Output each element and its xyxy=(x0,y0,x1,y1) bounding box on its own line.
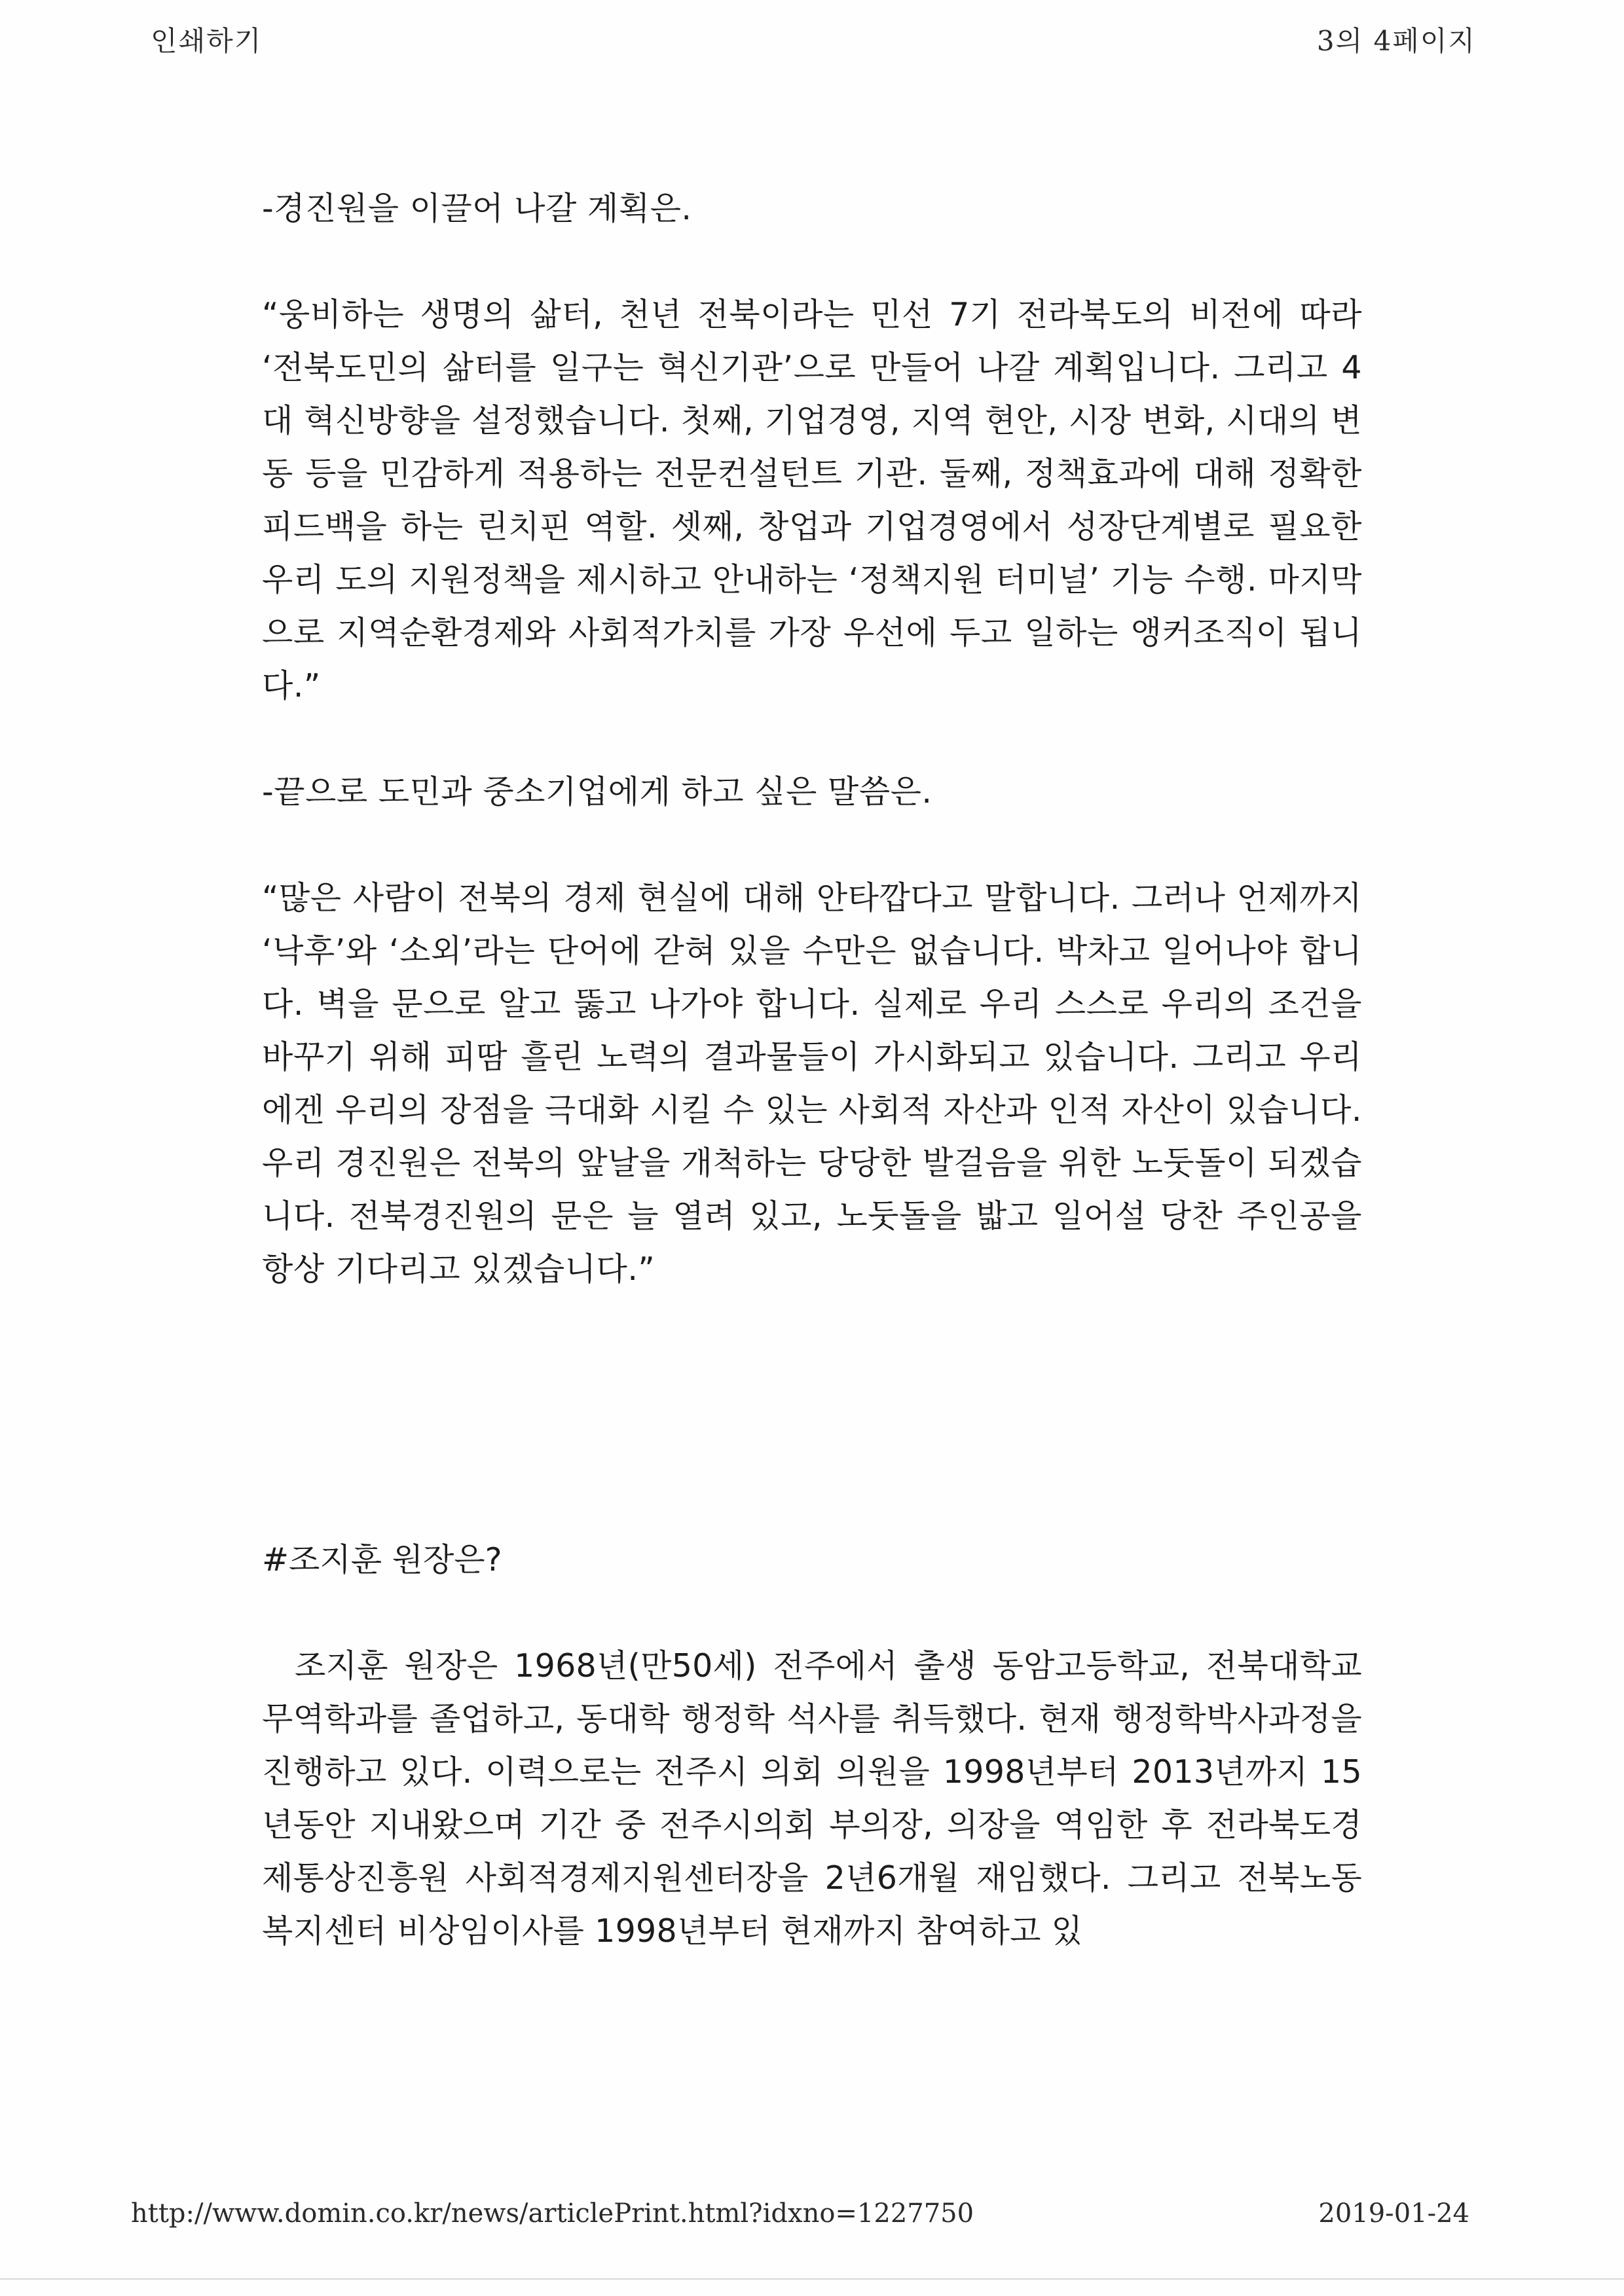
print-date: 2019-01-24 xyxy=(1318,2198,1469,2229)
page-counter: 3의 4페이지 xyxy=(1316,25,1476,57)
interview-answer-2: “많은 사람이 전북의 경제 현실에 대해 안타깝다고 말합니다. 그러나 언제까지 ‘낙후’와 ‘소외’라는 단어에 갇혀 있을 수만은 없습니다. 박차고 일어나야 합니다. 벽을 문으로 알고 뚫고 나가야 합니다. 실제로 우리 스스로 우리의 조건을 바꾸기 위해 피땀 흘린 노력의 결과물들이 가시화되고 있습니다. 그리고 우리에겐 우리의 장점을 극대화 시킬 수 있는 사회적 자산과 인적 자산이 있습니다. 우리 경진원은 전북의 앞날을 개척하는 당당한 발걸음을 위한 노둣돌이 되겠습니다. 전북경진원의 문은 늘 열려 있고, 노둣돌을 밟고 일어설 당찬 주인공을 항상 기다리고 있겠습니다.” xyxy=(262,879,1362,1288)
print-header-title: 인쇄하기 xyxy=(151,25,263,57)
interview-body xyxy=(262,182,1362,1296)
interview-question-2: -끝으로 도민과 중소기업에게 하고 싶은 말씀은. xyxy=(262,773,932,811)
profile-paragraph: 조지훈 원장은 1968년(만50세) 전주에서 출생 동암고등학교, 전북대학교 무역학과를 졸업하고, 동대학 행정학 석사를 취득했다. 현재 행정학박사과정을 진행하고 있다. 이력으로는 전주시 의회 의원을 1998년부터 2013년까지 15년동안 지내왔으며 기간 중 전주시의회 부의장, 의장을 역임한 후 전라북도경제통상진흥원 사회적경제지원센터장을 2년6개월 재임했다. 그리고 전북노동복지센터 비상임이사를 1998년부터 현재까지 참여하고 있 xyxy=(262,1647,1362,1950)
profile-heading: #조지훈 원장은? xyxy=(262,1541,502,1578)
interview-question-1: -경진원을 이끌어 나갈 계획은. xyxy=(262,190,692,227)
interview-answer-1: “웅비하는 생명의 삶터, 천년 전북이라는 민선 7기 전라북도의 비전에 따라 ‘전북도민의 삶터를 일구는 혁신기관’으로 만들어 나갈 계획입니다. 그리고 4대 혁신방향을 설정했습니다. 첫째, 기업경영, 지역 현안, 시장 변화, 시대의 변동 등을 민감하게 적용하는 전문컨설턴트 기관. 둘째, 정책효과에 대해 정확한 피드백을 하는 린치핀 역할. 셋째, 창업과 기업경영에서 성장단계별로 필요한 우리 도의 지원정책을 제시하고 안내하는 ‘정책지원 터미널’ 기능 수행. 마지막으로 지역순환경제와 사회적가치를 가장 우선에 두고 일하는 앵커조직이 됩니다.” xyxy=(262,296,1363,704)
article-url: http://www.domin.co.kr/news/articlePrint.html?idxno=1227750 xyxy=(131,2198,974,2229)
scan-edge-divider xyxy=(0,2278,1624,2280)
